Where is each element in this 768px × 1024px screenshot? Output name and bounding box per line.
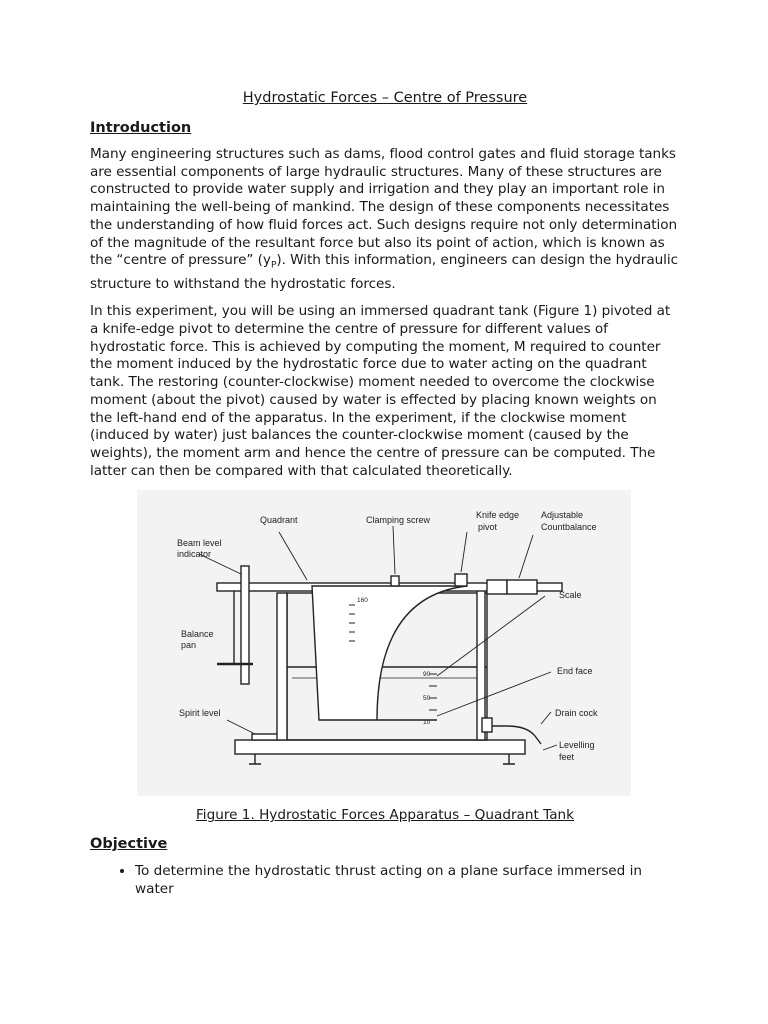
counterbalance-weight [487, 580, 507, 594]
introduction-paragraph-2: In this experiment, you will be using an immersed quadrant tank (Figure 1) pivoted at a knife-edge pivot to determine the centre of pressure for different values of hydrostatic force. This is achieved by computing the moment, M required to counter the moment induced by the hydrostatic force due to water acting on the quadrant tank. The restoring (counter-clockwise) moment needed to overcome the clockwise moment (about the pivot) caused by water is effected by placing known weights on the left-hand end of the apparatus. In the experiment, if the clockwise moment (induced by water) just balances the counter-clockwise moment (caused by the weights), the moment arm and hence the centre of pressure can be computed. The latter can then be compared with that calculated theoretically. [90, 303, 671, 479]
objective-heading: Objective [90, 836, 168, 853]
levelling-foot-left [249, 754, 261, 764]
introduction-heading: Introduction [90, 120, 192, 136]
leader-scale [437, 596, 545, 676]
apparatus-diagram [137, 490, 631, 796]
label-knife-edge-2: pivot [478, 522, 498, 533]
scale-label-160: 160 [357, 597, 368, 605]
base-plate [235, 740, 525, 754]
right-post [477, 588, 485, 740]
label-spirit-level: Spirit level [179, 708, 221, 719]
spirit-level-block [252, 734, 278, 740]
label-beam-level-1: Beam level [177, 538, 222, 549]
introduction-paragraph-1 [90, 146, 680, 293]
label-scale: Scale [559, 590, 582, 601]
label-adjustable-2: Countbalance [541, 522, 597, 533]
label-knife-edge-1: Knife edge [476, 510, 520, 521]
label-quadrant: Quadrant [260, 515, 298, 526]
leader-clamp [393, 526, 395, 574]
paragraph-1-text-b: ). With this information, engineers can design the hydraulic structure to withstand the hydrostatic forces. [90, 252, 679, 292]
document-page [90, 88, 680, 898]
knife-edge-pivot-body [455, 574, 467, 586]
label-beam-level-2: indicator [177, 549, 212, 560]
leader-spirit [227, 720, 255, 734]
label-balance-pan-2: pan [181, 640, 197, 651]
list-item: • To determine the hydrostatic thrust acting on a plane surface immersed in water [135, 862, 680, 898]
leader-levelling [543, 745, 557, 750]
counterbalance-weight-2 [507, 580, 537, 594]
objective-list [90, 862, 680, 898]
label-end-face: End face [557, 666, 593, 677]
paragraph-1-text-a: Many engineering structures such as dams, flood control gates and fluid storage tanks are essential components of large hydraulic structures. Many of these structures are constructed to provide water supply and irrigation and they play an important role in maintaining the well-being of mankind. The design of these components necessitates the understanding of how fluid forces act. Such designs require not only determination of the magnitude of the resultant force but also its point of action, which is known as the “centre of pressure” (y [90, 146, 678, 269]
drain-cock-valve [482, 718, 492, 732]
leader-countbalance [519, 535, 533, 578]
label-drain-cock: Drain cock [555, 708, 598, 719]
beam-level-indicator [241, 566, 249, 684]
left-post [277, 593, 287, 740]
scale-label-90: 90 [423, 671, 431, 679]
apparatus-figure [137, 490, 631, 796]
paragraph-1-subscript: P [270, 260, 277, 271]
leader-end-face [437, 672, 551, 716]
scale-label-50: 50 [423, 695, 431, 703]
scale-label-10: 10 [423, 719, 431, 727]
label-balance-pan-1: Balance [181, 629, 214, 640]
quadrant-shape [312, 586, 467, 720]
label-clamping-screw: Clamping screw [366, 515, 431, 526]
leader-pivot [461, 532, 467, 572]
label-levelling-2: feet [559, 752, 575, 763]
leader-quadrant [279, 532, 307, 580]
figure-caption: Figure 1. Hydrostatic Forces Apparatus – Quadrant Tank [195, 807, 575, 824]
scale-ticks-lower [429, 674, 437, 710]
label-levelling-1: Levelling [559, 740, 595, 751]
document-title: Hydrostatic Forces – Centre of Pressure [242, 90, 528, 106]
label-adjustable-1: Adjustable [541, 510, 584, 521]
leader-drain [541, 712, 551, 724]
clamping-screw-body [391, 576, 399, 586]
levelling-foot-right [503, 754, 515, 764]
